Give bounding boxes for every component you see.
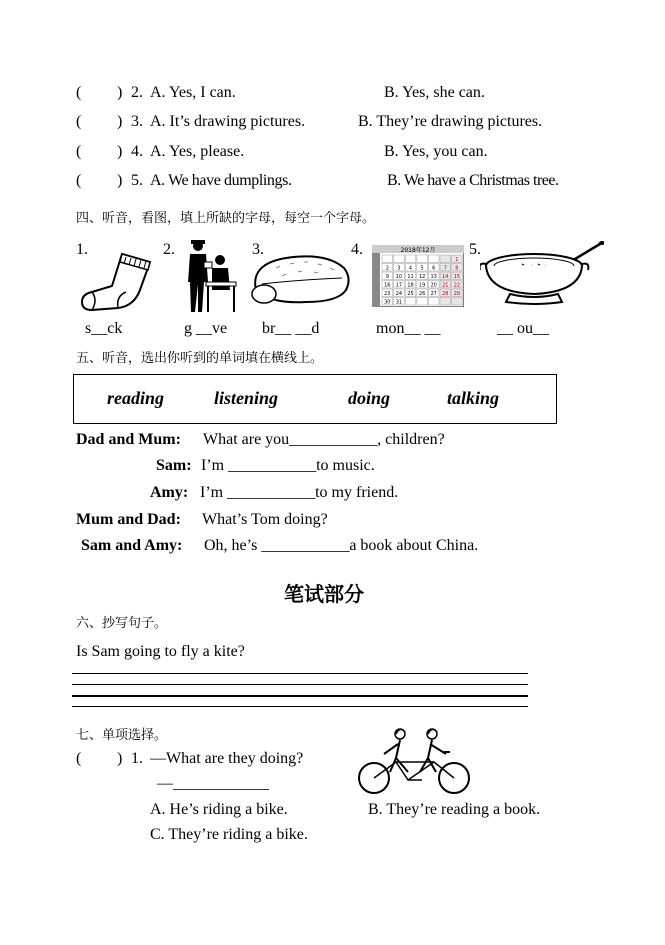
speaker: Mum and Dad: [76,511,181,528]
paren-close: ) [117,113,123,130]
calendar-day: 13 [430,274,437,280]
option-a: A. Yes, I can. [150,84,236,101]
calendar-day: 10 [395,274,403,280]
calendar-cell [382,255,393,263]
question-text: —What are they doing? [150,750,304,767]
calendar-day: 4 [408,265,413,272]
calendar-day: 25 [407,291,414,297]
calendar-cell [452,298,463,306]
calendar-day: 20 [430,282,437,289]
calendar-day: 6 [432,265,436,272]
calendar-day: 30 [384,299,391,306]
calendar-day: 16 [384,282,391,289]
dialogue-line: What’s Tom doing? [202,511,328,528]
people-picture [182,238,238,314]
calendar-cell [417,255,428,263]
calendar-day: 18 [407,282,414,289]
paren-open: ( [76,750,82,767]
blank-word: br__ __d [262,320,320,337]
paren-open: ( [76,143,82,160]
written-part-title: 笔试部分 [284,582,364,606]
dialogue-line: I’m ___________to my friend. [200,484,399,501]
option-b: B. Yes, you can. [384,143,488,160]
word-bank-item: doing [348,388,391,408]
calendar-day: 26 [418,291,426,297]
answer-line: —____________ [157,775,269,792]
picture-number: 4. [351,241,363,258]
calendar-title: 2018年12月 [400,247,436,254]
calendar-cell [428,298,439,306]
paren-close: ) [117,750,123,767]
calendar-day: 12 [418,274,426,280]
writing-line [72,695,528,697]
calendar-day: 1 [455,257,459,263]
calendar-day: 15 [453,274,461,280]
calendar-cell [405,255,416,263]
paren-close: ) [117,84,123,101]
calendar-grid [382,255,462,306]
calendar-day: 2 [385,265,389,272]
option-b: B. They’re drawing pictures. [358,113,543,130]
question-number: 4. [131,143,143,160]
calendar-day: 8 [455,265,459,272]
speaker: Dad and Mum: [76,431,181,448]
blank-word: g __ve [184,320,228,337]
blank-word: s__ck [85,320,123,337]
writing-line [72,673,528,674]
picture-number: 2. [163,241,175,258]
section4-heading: 四、听音，看图，填上所缺的字母，每空一个字母。 [76,211,376,226]
question-number: 5. [131,172,143,189]
section7-heading: 七、单项选择。 [76,728,168,743]
picture-number: 1. [76,241,88,258]
question-number: 3. [131,113,143,130]
calendar-day: 17 [395,282,403,289]
paren-open: ( [76,113,82,130]
question-number: 2. [131,84,143,101]
dialogue-line: Oh, he’s ___________a book about China. [204,537,479,554]
section5-heading: 五、听音，选出你听到的单词填在横线上。 [76,351,324,366]
calendar-day: 7 [443,265,447,272]
option-a: A. It’s drawing pictures. [150,113,306,130]
calendar-day: 24 [395,291,403,297]
tandem-bike-picture [356,722,474,798]
calendar-day: 3 [397,265,401,272]
paren-open: ( [76,172,82,189]
calendar-day: 23 [384,291,391,297]
paren-close: ) [117,172,123,189]
option-b: B. They’re reading a book. [368,801,541,818]
soup-bowl-picture [480,240,604,312]
option-a: A. Yes, please. [150,143,245,160]
calendar-day: 19 [418,282,426,289]
word-bank-item: listening [214,388,279,408]
option-b: B. Yes, she can. [384,84,485,101]
calendar-day: 22 [453,282,461,289]
option-b: B. We have a Christmas tree. [387,172,559,189]
calendar-cell [405,298,416,306]
sock-picture [78,248,158,314]
paren-open: ( [76,84,82,101]
calendar-day: 21 [442,282,449,289]
option-a: A. We have dumplings. [150,172,292,189]
calendar-day: 5 [420,265,424,272]
speaker: Sam and Amy: [81,537,183,554]
option-a: A. He’s riding a bike. [150,801,288,818]
copy-sentence: Is Sam going to fly a kite? [76,643,245,660]
calendar-cell [394,255,405,263]
picture-number: 5. [469,241,481,258]
dialogue-line: I’m ___________to music. [201,457,375,474]
speaker: Amy: [150,484,189,501]
blank-word: mon__ __ [376,320,441,337]
paren-close: ) [117,143,123,160]
bread-picture [246,250,354,308]
calendar-day: 28 [442,291,449,297]
calendar-day: 29 [453,291,461,297]
calendar-day: 9 [385,274,389,280]
picture-number: 3. [252,241,264,258]
calendar-day: 27 [430,291,437,297]
calendar-cell [417,298,428,306]
word-bank-item: talking [447,388,500,408]
calendar-day: 14 [442,274,449,280]
blank-word: __ ou__ [497,320,549,337]
dialogue-line: What are you___________, children? [203,431,445,448]
calendar-cell [428,255,439,263]
speaker: Sam: [156,457,192,474]
question-number: 1. [131,750,143,767]
option-c: C. They’re riding a bike. [150,826,308,843]
calendar-cell [440,298,451,306]
calendar-day: 31 [395,299,403,306]
calendar-day: 11 [407,274,414,280]
writing-line [72,684,528,685]
calendar-picture [372,245,464,307]
writing-line [72,706,528,707]
section6-heading: 六、抄写句子。 [76,616,168,631]
calendar-cell [440,255,451,263]
word-bank-item: reading [107,388,165,408]
